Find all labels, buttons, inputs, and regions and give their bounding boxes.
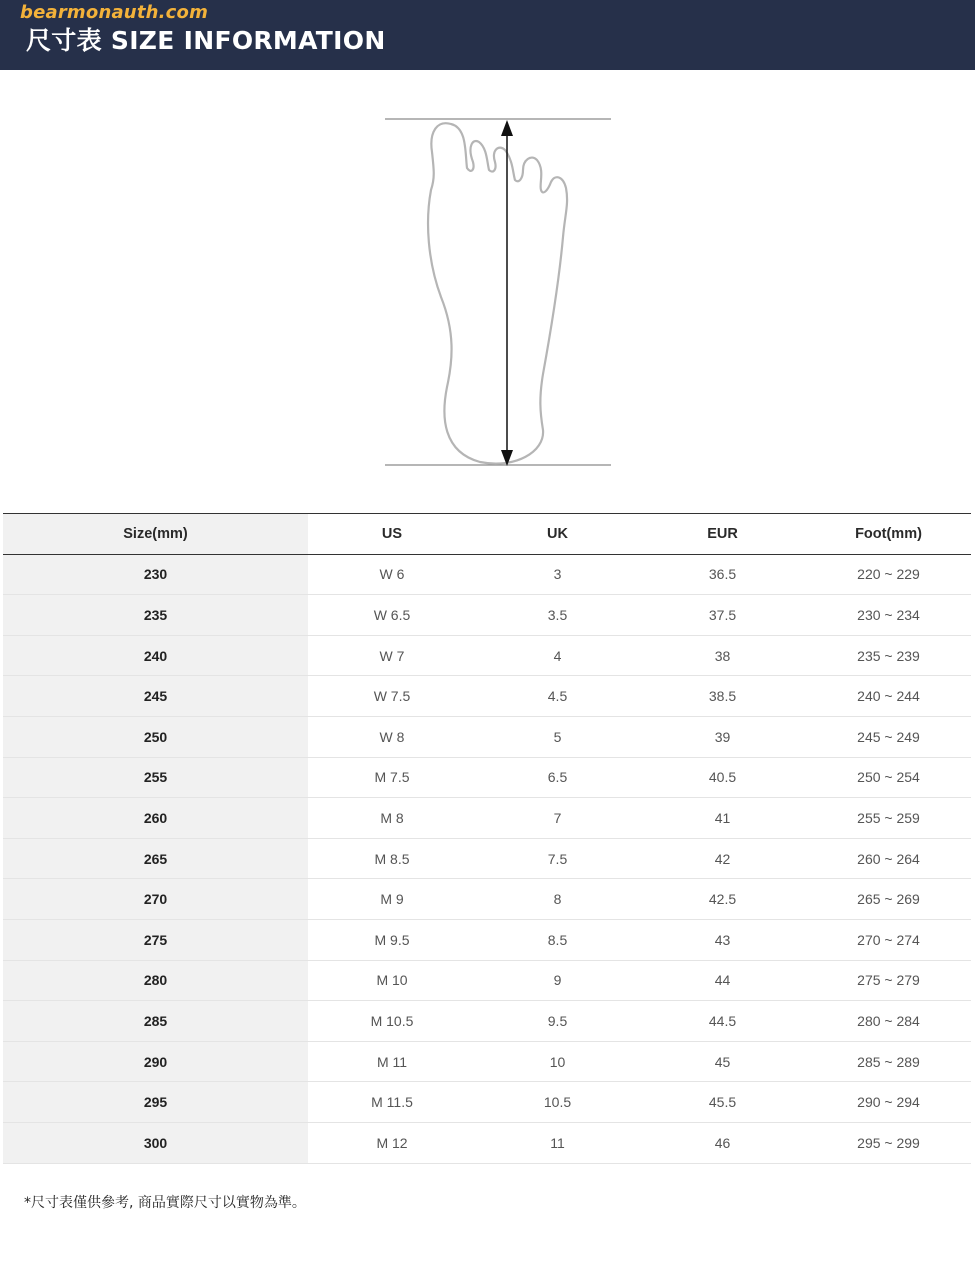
foot-cell: 240 ~ 244: [806, 676, 971, 717]
foot-cell: 260 ~ 264: [806, 838, 971, 879]
uk-cell: 3.5: [476, 595, 639, 636]
table-row: [3, 960, 971, 1001]
table-row: [3, 676, 971, 717]
foot-cell: 250 ~ 254: [806, 757, 971, 798]
size-cell: 300: [3, 1122, 308, 1163]
foot-cell: 255 ~ 259: [806, 798, 971, 839]
foot-cell: 290 ~ 294: [806, 1082, 971, 1123]
us-cell: M 11.5: [308, 1082, 476, 1123]
us-cell: W 7: [308, 635, 476, 676]
size-table: [3, 513, 971, 1164]
table-row: [3, 838, 971, 879]
uk-cell: 11: [476, 1122, 639, 1163]
size-cell: 235: [3, 595, 308, 636]
table-row: [3, 919, 971, 960]
header-banner: [0, 0, 975, 70]
table-row: [3, 554, 971, 595]
size-cell: 295: [3, 1082, 308, 1123]
eur-cell: 42: [639, 838, 806, 879]
column-header-eur: EUR: [707, 525, 738, 542]
eur-cell: 44.5: [639, 1001, 806, 1042]
watermark: bearmonauth.com: [20, 2, 209, 23]
size-cell: 275: [3, 919, 308, 960]
page-title: 尺寸表 SIZE INFORMATION: [26, 26, 386, 55]
eur-cell: 38: [639, 635, 806, 676]
table-row: [3, 716, 971, 757]
us-cell: M 9: [308, 879, 476, 920]
foot-cell: 285 ~ 289: [806, 1041, 971, 1082]
us-cell: M 10.5: [308, 1001, 476, 1042]
table-row: [3, 879, 971, 920]
eur-cell: 46: [639, 1122, 806, 1163]
size-cell: 285: [3, 1001, 308, 1042]
eur-cell: 45.5: [639, 1082, 806, 1123]
table-body: [3, 554, 971, 1163]
eur-cell: 45: [639, 1041, 806, 1082]
size-cell: 230: [3, 554, 308, 595]
foot-cell: 270 ~ 274: [806, 919, 971, 960]
footnote: *尺寸表僅供參考, 商品實際尺寸以實物為準。: [24, 1195, 306, 1211]
column-header-foot: Foot(mm): [855, 525, 922, 542]
table-row: [3, 1122, 971, 1163]
uk-cell: 8.5: [476, 919, 639, 960]
arrow-head-top: [501, 120, 513, 136]
uk-cell: 6.5: [476, 757, 639, 798]
foot-cell: 220 ~ 229: [806, 554, 971, 595]
eur-cell: 36.5: [639, 554, 806, 595]
foot-outline: [428, 123, 567, 463]
us-cell: M 12: [308, 1122, 476, 1163]
table-row: [3, 595, 971, 636]
table-row: [3, 1082, 971, 1123]
uk-cell: 9.5: [476, 1001, 639, 1042]
size-cell: 265: [3, 838, 308, 879]
uk-cell: 4.5: [476, 676, 639, 717]
eur-cell: 42.5: [639, 879, 806, 920]
uk-cell: 9: [476, 960, 639, 1001]
table-row: [3, 635, 971, 676]
column-header-uk: UK: [547, 525, 568, 542]
us-cell: M 9.5: [308, 919, 476, 960]
uk-cell: 8: [476, 879, 639, 920]
size-cell: 245: [3, 676, 308, 717]
us-cell: W 6.5: [308, 595, 476, 636]
column-header-size: Size(mm): [3, 514, 308, 555]
us-cell: W 8: [308, 716, 476, 757]
uk-cell: 10: [476, 1041, 639, 1082]
foot-cell: 280 ~ 284: [806, 1001, 971, 1042]
size-cell: 290: [3, 1041, 308, 1082]
eur-cell: 44: [639, 960, 806, 1001]
eur-cell: 37.5: [639, 595, 806, 636]
foot-cell: 230 ~ 234: [806, 595, 971, 636]
size-cell: 260: [3, 798, 308, 839]
foot-cell: 275 ~ 279: [806, 960, 971, 1001]
size-cell: 250: [3, 716, 308, 757]
table-row: [3, 1001, 971, 1042]
table-row: [3, 757, 971, 798]
us-cell: M 10: [308, 960, 476, 1001]
eur-cell: 41: [639, 798, 806, 839]
foot-cell: 295 ~ 299: [806, 1122, 971, 1163]
us-cell: M 8.5: [308, 838, 476, 879]
foot-length-icon: [385, 112, 611, 472]
eur-cell: 40.5: [639, 757, 806, 798]
size-cell: 255: [3, 757, 308, 798]
us-cell: M 7.5: [308, 757, 476, 798]
uk-cell: 4: [476, 635, 639, 676]
uk-cell: 7.5: [476, 838, 639, 879]
foot-cell: 235 ~ 239: [806, 635, 971, 676]
us-cell: W 6: [308, 554, 476, 595]
uk-cell: 3: [476, 554, 639, 595]
size-cell: 240: [3, 635, 308, 676]
uk-cell: 5: [476, 716, 639, 757]
us-cell: W 7.5: [308, 676, 476, 717]
table-header-row: [3, 514, 971, 555]
us-cell: M 11: [308, 1041, 476, 1082]
eur-cell: 39: [639, 716, 806, 757]
foot-cell: 265 ~ 269: [806, 879, 971, 920]
eur-cell: 43: [639, 919, 806, 960]
eur-cell: 38.5: [639, 676, 806, 717]
column-header-us: US: [381, 525, 403, 542]
us-cell: M 8: [308, 798, 476, 839]
size-cell: 270: [3, 879, 308, 920]
uk-cell: 7: [476, 798, 639, 839]
table-row: [3, 798, 971, 839]
table-row: [3, 1041, 971, 1082]
size-cell: 280: [3, 960, 308, 1001]
uk-cell: 10.5: [476, 1082, 639, 1123]
foot-cell: 245 ~ 249: [806, 716, 971, 757]
